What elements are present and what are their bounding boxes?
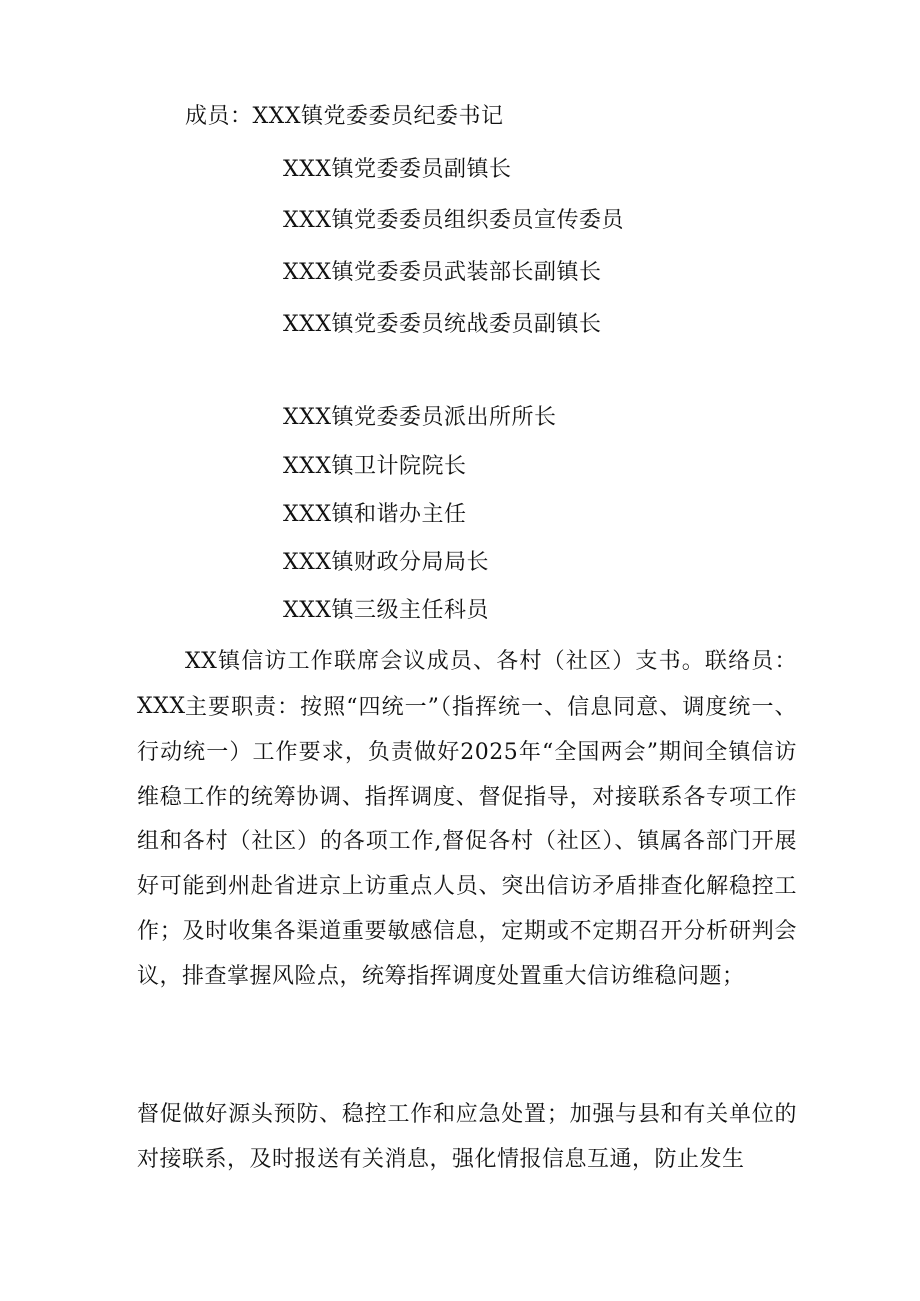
member-item: XXX镇党委委员组织委员宣传委员 — [283, 208, 624, 233]
supervision-paragraph: 督促做好源头预防、稳控工作和应急处置；加强与县和有关单位的对接联系，及时报送有关消息，强化情报信息互通，防止发生 — [137, 1102, 797, 1172]
member-item: XXX镇党委委员副镇长 — [283, 157, 512, 182]
member-item: XXX镇卫计院院长 — [283, 454, 467, 479]
member-item: XXX镇党委委员武装部长副镇长 — [283, 260, 602, 285]
member-item: XXX镇党委委员派出所所长 — [283, 405, 557, 430]
member-item: XXX镇和谐办主任 — [283, 502, 467, 527]
member-item: XXX镇财政分局局长 — [283, 550, 489, 575]
member-item: XXX镇三级主任科员 — [283, 598, 489, 623]
member-item: XXX镇党委委员纪委书记 — [252, 104, 504, 129]
duties-paragraph: 主要职责：按照“四统一”（指挥统一、信息同意、调度统一、行动统一）工作要求，负责做好2025年“全国两会”期间全镇信访维稳工作的统筹协调、指挥调度、督促指导，对接联系各专项工作组和各村（社区）的各项工作,督促各村（社区）、镇属各部门开展好可能到州赴省进京上访重点人员、突出信访矛盾排查化解稳控工作；及时收集各渠道重要敏感信息，定期或不定期召开分析研判会议，排查掌握风险点，统筹指挥调度处置重大信访维稳问题； — [137, 695, 797, 989]
member-item: XXX镇党委委员统战委员副镇长 — [283, 312, 602, 337]
members-first-line — [185, 102, 504, 132]
members-label: 成员： — [185, 104, 253, 129]
liaison-paragraph: XX镇信访工作联席会议成员、各村（社区）支书。联络员：XXX — [137, 649, 797, 719]
